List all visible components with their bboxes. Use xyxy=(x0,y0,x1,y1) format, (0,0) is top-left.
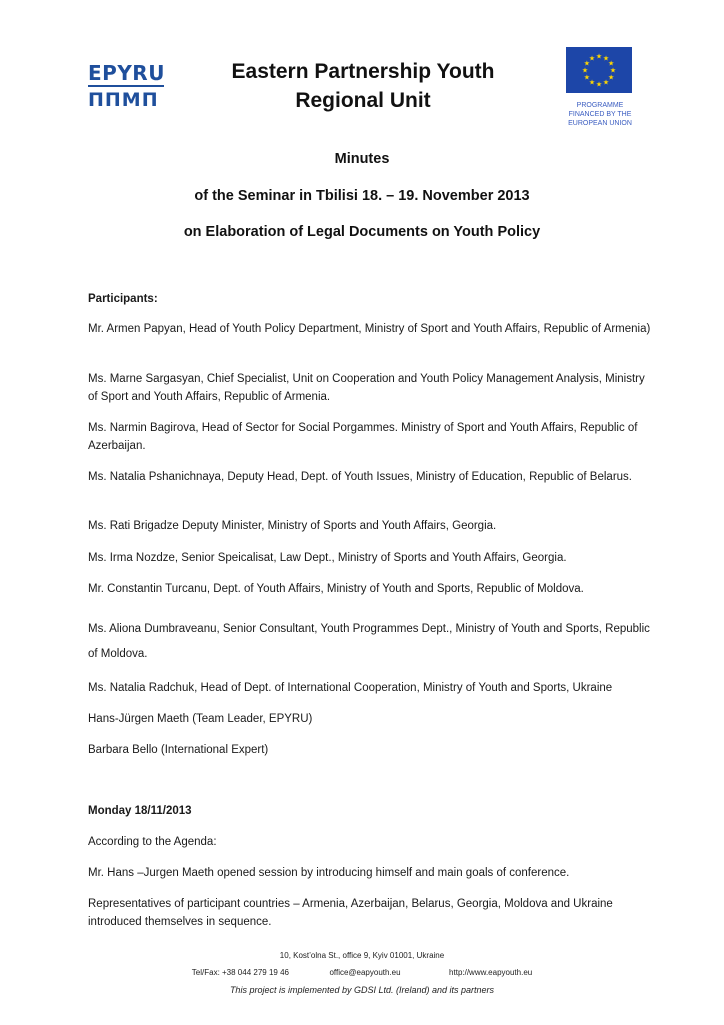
logo-divider xyxy=(88,85,164,87)
participant-entry: Mr. Armen Papyan, Head of Youth Policy Department, Ministry of Sport and Youth Affairs, Republic of Armenia) xyxy=(88,323,651,335)
participant-entry: Hans-Jürgen Maeth (Team Leader, EPYRU) xyxy=(88,713,313,725)
footer-contacts xyxy=(0,968,724,977)
logo-cyrillic-text: ППМП xyxy=(88,89,159,111)
monday-heading: Monday 18/11/2013 xyxy=(88,805,192,817)
footer-address: 10, Kost’olna St., office 9, Kyiv 01001, Ukraine xyxy=(279,951,445,960)
document-subtitle-seminar: of the Seminar in Tbilisi 18. – 19. November 2013 xyxy=(194,188,530,204)
monday-paragraph: Representatives of participant countries – Armenia, Azerbaijan, Belarus, Georgia, Moldova and Ukraine introduced themselves in sequence. xyxy=(88,898,613,928)
eu-flag-icon xyxy=(566,47,632,93)
footer-email: office@eapyouth.eu xyxy=(329,968,401,977)
participant-entry: Ms. Rati Brigadze Deputy Minister, Ministry of Sports and Youth Affairs, Georgia. xyxy=(88,520,497,532)
footer-phone: Tel/Fax: +38 044 279 19 46 xyxy=(191,968,289,977)
eu-star-icon: ★ xyxy=(609,67,617,75)
document-title: Minutes xyxy=(334,151,390,167)
participant-entry: Ms. Irma Nozdze, Senior Speicalisat, Law Dept., Ministry of Sports and Youth Affairs, Georgia. xyxy=(88,552,567,564)
participant-entry: Ms. Natalia Pshanichnaya, Deputy Head, Dept. of Youth Issues, Ministry of Education, Republic of Belarus. xyxy=(88,471,632,483)
eu-star-icon: ★ xyxy=(602,55,610,63)
organization-title xyxy=(200,57,526,115)
participant-entry: Ms. Narmin Bagirova, Head of Sector for Social Porgammes. Ministry of Sport and Youth Affairs, Republic of Azerbaijan. xyxy=(88,422,638,452)
participant-entry: Ms. Natalia Radchuk, Head of Dept. of International Cooperation, Ministry of Youth and Sports, Ukraine xyxy=(88,682,613,694)
org-title-line2: Regional Unit xyxy=(295,89,431,112)
footer-implementation-note: This project is implemented by GDSI Ltd. (Ireland) and its partners xyxy=(229,985,495,995)
org-title-line1: Eastern Partnership Youth xyxy=(231,60,495,83)
eu-caption-line2: FINANCED BY THE xyxy=(568,111,632,118)
eu-star-icon: ★ xyxy=(607,74,615,82)
eu-star-icon: ★ xyxy=(583,60,591,68)
eu-star-icon: ★ xyxy=(583,74,591,82)
document-subtitle-topic: on Elaboration of Legal Documents on Youth Policy xyxy=(183,224,541,240)
epyru-logo xyxy=(88,62,166,111)
monday-paragraph: Mr. Hans –Jurgen Maeth opened session by introducing himself and main goals of conference. xyxy=(88,867,570,879)
eu-star-icon: ★ xyxy=(602,79,610,87)
logo-latin-text: EPYRU xyxy=(88,61,165,85)
participant-entry: Ms. Marne Sargasyan, Chief Specialist, Unit on Cooperation and Youth Policy Management Analysis, Ministry of Sport and Youth Affairs, Republic of Armenia. xyxy=(88,373,645,403)
participant-entry: Mr. Constantin Turcanu, Dept. of Youth Affairs, Ministry of Youth and Sports, Republic of Moldova. xyxy=(88,583,584,595)
footer-website: http://www.eapyouth.eu xyxy=(449,968,533,977)
eu-star-icon: ★ xyxy=(607,60,615,68)
participant-entry: Barbara Bello (International Expert) xyxy=(88,744,269,756)
eu-caption-line3: EUROPEAN UNION xyxy=(568,120,632,127)
eu-star-icon: ★ xyxy=(581,67,589,75)
eu-star-icon: ★ xyxy=(588,55,596,63)
eu-star-icon: ★ xyxy=(588,79,596,87)
participants-heading: Participants: xyxy=(88,293,158,305)
eu-star-icon: ★ xyxy=(595,81,603,89)
participant-entry: Ms. Aliona Dumbraveanu, Senior Consultant, Youth Programmes Dept., Ministry of Youth and Sports, Republic of Moldova. xyxy=(88,623,650,660)
eu-funding-caption xyxy=(556,101,644,128)
eu-caption-line1: PROGRAMME xyxy=(576,102,624,109)
monday-paragraph: According to the Agenda: xyxy=(88,836,217,848)
eu-star-icon: ★ xyxy=(595,53,603,61)
